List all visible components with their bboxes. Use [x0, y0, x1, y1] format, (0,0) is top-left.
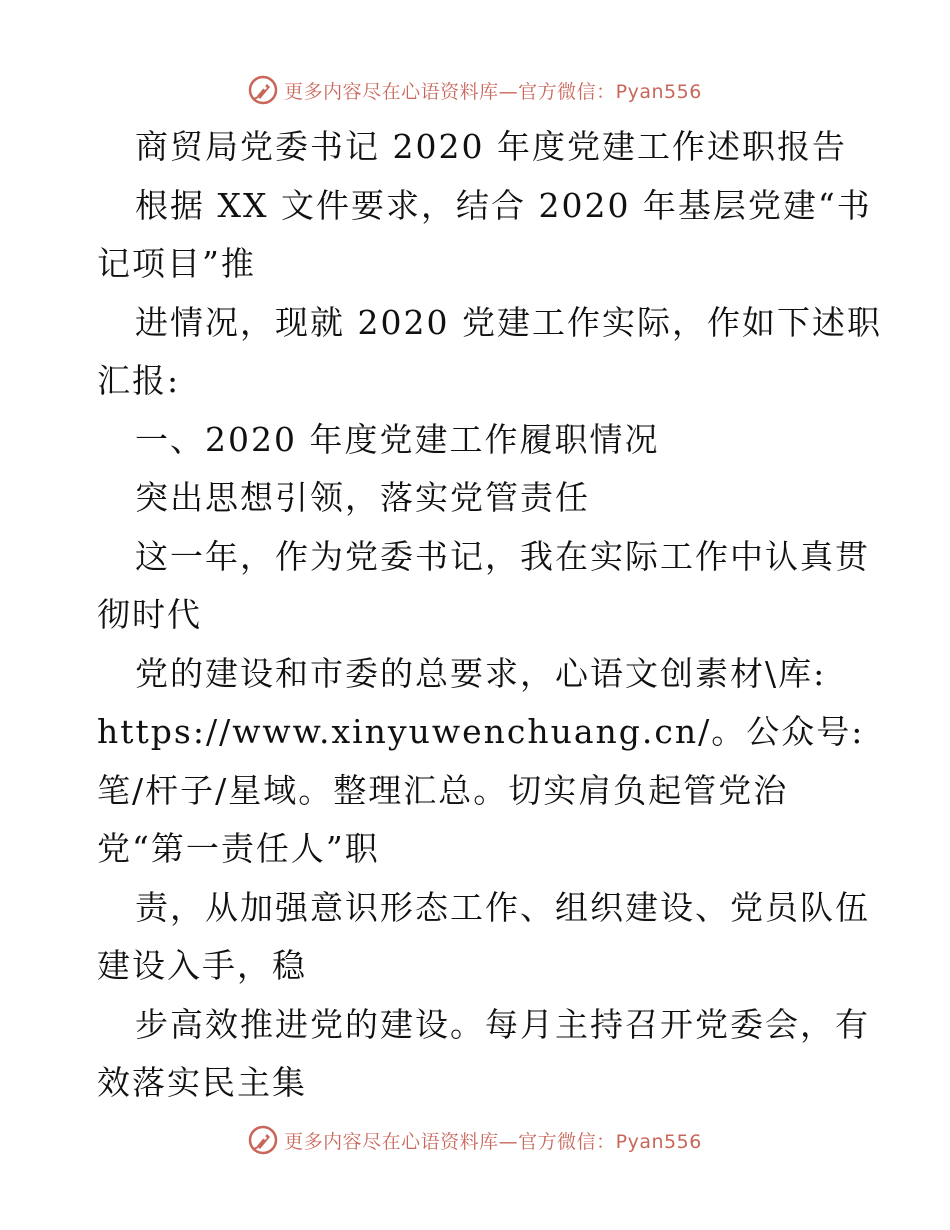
- paragraph-line: 这一年，作为党委书记，我在实际工作中认真贯: [135, 537, 870, 576]
- paragraph-line: 彻时代: [97, 595, 202, 634]
- paragraph-line: 步高效推进党的建设。每月主持召开党委会，有: [135, 1005, 870, 1044]
- paragraph-line: 建设入手，稳: [97, 946, 307, 985]
- watermark-text: 更多内容尽在心语资料库—官方微信：Pyan556: [284, 80, 702, 103]
- paragraph-line: 责，从加强意识形态工作、组织建设、党员队伍: [135, 888, 870, 927]
- pen-nib-logo-icon: [248, 1125, 278, 1155]
- paragraph-line: 党的建设和市委的总要求，心语文创素材\库:: [135, 654, 827, 693]
- footer-watermark-banner: [0, 1120, 950, 1160]
- paragraph-line: 笔/杆子/星域。整理汇总。切实肩负起管党治: [97, 771, 789, 810]
- section-heading: 一、2020 年度党建工作履职情况: [135, 420, 660, 459]
- paragraph-line: 根据 XX 文件要求，结合 2020 年基层党建“书: [135, 186, 872, 225]
- paragraph-line: 效落实民主集: [97, 1063, 307, 1102]
- watermark-text: 更多内容尽在心语资料库—官方微信：Pyan556: [284, 1130, 702, 1153]
- paragraph-line: 汇报:: [97, 361, 181, 400]
- paragraph-line: 进情况，现就 2020 党建工作实际，作如下述职: [135, 303, 882, 342]
- subsection-heading: 突出思想引领，落实党管责任: [135, 478, 590, 517]
- document-title: 商贸局党委书记 2020 年度党建工作述职报告: [135, 127, 847, 166]
- paragraph-line: 党“第一责任人”职: [97, 829, 380, 868]
- paragraph-line: 记项目”推: [97, 244, 256, 283]
- paragraph-line: https://www.xinyuwenchuang.cn/。公众号:: [97, 712, 865, 751]
